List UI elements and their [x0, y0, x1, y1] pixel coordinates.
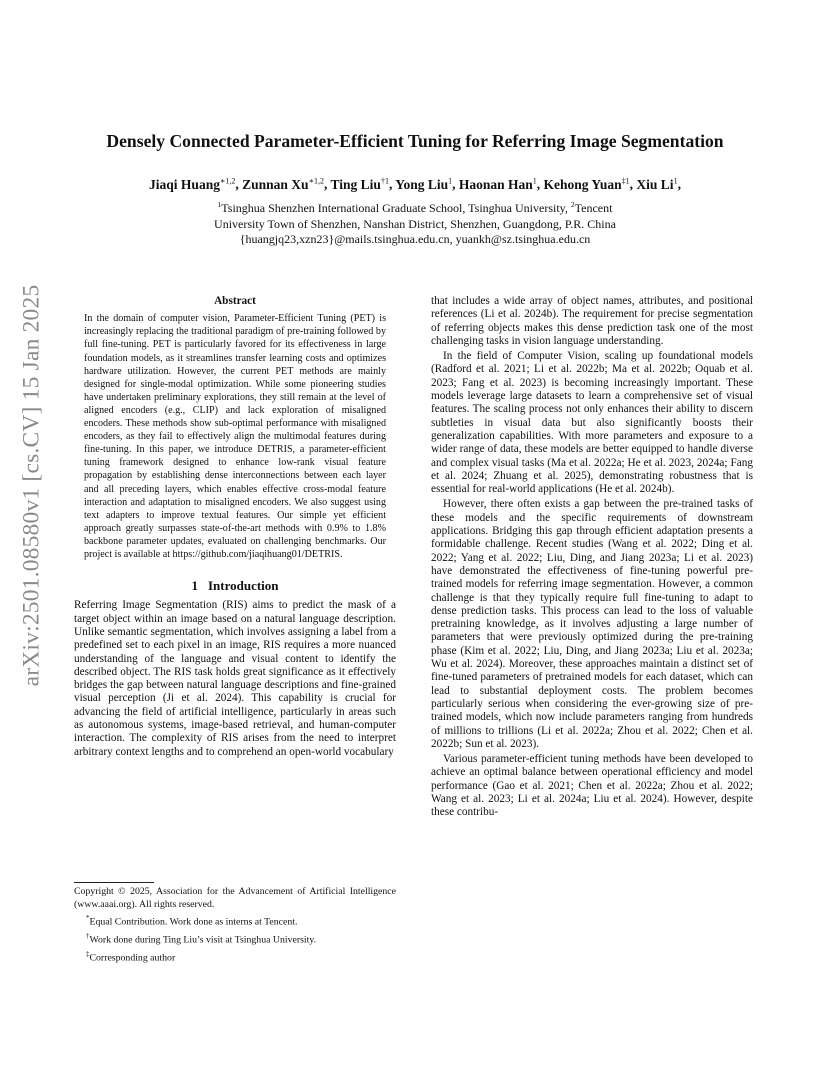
footnote: ‡Corresponding author — [86, 949, 176, 964]
body-paragraph: In the field of Computer Vision, scaling up foundational models (Radford et al. 2021; Li et al. 2022b; Ma et al. 2022b; Oquab et al. 2023; Fang et al. 2023) is becoming increasingly important. These models leverage large datasets to learn a comprehensive set of visual features. The scaling process not only enhances their ability to discern subtleties in visual data but also significantly boosts their generalization capabilities. With more parameters and exposure to a wider range of data, these models are better equipped to handle diverse and complex visual tasks (Ma et al. 2022a; He et al. 2023, 2024a; Fang et al. 2024; Zhuang et al. 2025), demonstrating robustness that is essential for real-world applications (He et al. 2024b). — [431, 350, 753, 496]
arxiv-stamp — [12, 284, 52, 686]
author: Yong Liu$^1$ — [395, 176, 453, 192]
author: Ting Liu$^{\dagger 1}$ — [330, 176, 389, 192]
paper-title: Densely Connected Parameter-Efficient Tuning for Referring Image Segmentation — [106, 131, 724, 151]
abstract-text: In the domain of computer vision, Parameter-Efficient Tuning (PET) is increasingly replacing the traditional paradigm of pre-training followed by full fine-tuning. PET is particularly favored for its effectiveness in large foundation models, as it streamlines transfer learning costs and optimizes hardware utilization. However, the current PET methods are mainly designed for single-modal optimization. While some pioneering studies have undertaken preliminary explorations, they still remain at the level of aligned encoders (e.g., CLIP) and lack exploration of misaligned encoders. These methods show sub-optimal performance with misaligned encoders, as they fail to effectively align the multimodal features during fine-tuning. In this paper, we introduce DETRIS, a parameter-efficient tuning framework designed to enhance low-rank visual feature propagation by establishing dense interconnections between each layer and all preceding layers, which enables effective cross-modal feature interaction and adaptation to misaligned encoders. We also suggest using text adapters to improve textual features. Our simple yet efficient approach greatly surpasses state-of-the-art methods with 0.9% to 1.8% backbone parameter updates, evaluated on challenging benchmarks. Our project is available at https://github.com/jiaqihuang01/DETRIS. — [84, 313, 386, 560]
footnote-divider — [74, 882, 154, 883]
abstract-heading: Abstract — [214, 295, 256, 307]
author-list: Jiaqi Huang$^{∗1,2}$, Zunnan $Xu^{∗1,2}$, Ting Liu$^{\dagger 1}$, Yong Liu$^1$, Haonan Han$^1$, Kehong Yuan$^{\ddagger 1}$, Xiu Li$^1$, — [149, 176, 681, 192]
author: Kehong Yuan$^{\ddagger 1}$ — [543, 176, 630, 192]
left-column — [74, 295, 396, 759]
author: Zunnan $Xu^{∗1,2}$ — [242, 176, 324, 192]
body-paragraph: However, there often exists a gap between the pre-trained tasks of these models and the specific requirements of downstream applications. Bridging this gap through efficient adaptation presents a formidable challenge. Recent studies (Wang et al. 2022; Ding et al. 2022; Yang et al. 2022; Liu, Ding, and Jiang 2023a; Li et al. 2023) have demonstrated the effectiveness of fine-tuning powerful pre-trained models for referring image segmentation. However, a common challenge is that they typically require full fine-tuning to adapt to dense prediction tasks. This process can lead to the loss of valuable pretraining knowledge, as it involves adjusting a large number of parameters that were previously optimized during the pre-training phase (Kim et al. 2022; Liu, Ding, and Jiang 2023a; Liu et al. 2023a; Wu et al. 2024). Moreover, these approaches maintain a distinct set of fine-tuned parameters of pretrained models for each dataset, which can lead to substantial deployment costs. The problem becomes particularly serious when considering the ever-growing size of pre-trained models, which now include parameters ranging from hundreds of millions to trillions (Li et al. 2022a; Zhou et al. 2022; Chen et al. 2022b; Sun et al. 2023). — [431, 498, 753, 750]
copyright-notice: Copyright © 2025, Association for the Advancement of Artificial Intelligence (www.aaai.org). All rights reserved. — [74, 886, 396, 910]
author: Xiu Li$^1$ — [636, 176, 678, 192]
right-column — [431, 295, 753, 822]
author-emails: {huangjq23,xzn23}@mails.tsinghua.edu.cn, yuankh@sz.tsinghua.edu.cn — [239, 232, 591, 246]
body-paragraph: Various parameter-efficient tuning methods have been developed to achieve an optimal balance between operational efficiency and model performance (Gao et al. 2021; Chen et al. 2022a; Zhou et al. 2022; Wang et al. 2023; Li et al. 2024a; Liu et al. 2024). However, despite these contribu- — [431, 753, 753, 819]
section-heading-introduction: 1 Introduction — [191, 578, 279, 594]
affiliation-line: University Town of Shenzhen, Nanshan District, Shenzhen, Guangdong, P.R. China — [214, 216, 616, 231]
footnotes — [74, 882, 396, 966]
affiliations — [60, 197, 770, 248]
arxiv-stamp-text: arXiv:2501.08580v1 [cs.CV] 15 Jan 2025 — [18, 284, 45, 686]
intro-paragraph: Referring Image Segmentation (RIS) aims to predict the mask of a target object within an image based on a natural language description. Unlike semantic segmentation, which involves assigning a label from a predefined set to each pixel in an image, RIS requires a more nuanced understanding of the language and visual content to identify the described object. The RIS task holds great significance as it effectively bridges the gap between natural language descriptions and fine-grained visual perception (Ji et al. 2024). This capability is crucial for advancing the field of artificial intelligence, particularly in areas such as autonomous systems, image-based retrieval, and human-computer interaction. The complexity of RIS arises from the need to interpret arbitrary context lengths and to comprehend an open-world vocabulary — [74, 599, 396, 758]
affiliation-line: $^1$Tsinghua Shenzhen International Graduate School, Tsinghua University, $^2$Tencent — [217, 200, 613, 215]
body-paragraph: that includes a wide array of object names, attributes, and positional references (Li et al. 2024b). The requirement for precise segmentation of referring objects makes this dense prediction task one of the most challenging tasks in vision language understanding. — [431, 295, 753, 347]
author: Haonan Han$^1$ — [458, 176, 537, 192]
footnote: *Equal Contribution. Work done as interns at Tencent. — [86, 914, 298, 928]
author: Jiaqi Huang$^{∗1,2}$ — [149, 176, 236, 192]
footnote: †Work done during Ting Liu’s visit at Tsinghua University. — [86, 932, 317, 946]
